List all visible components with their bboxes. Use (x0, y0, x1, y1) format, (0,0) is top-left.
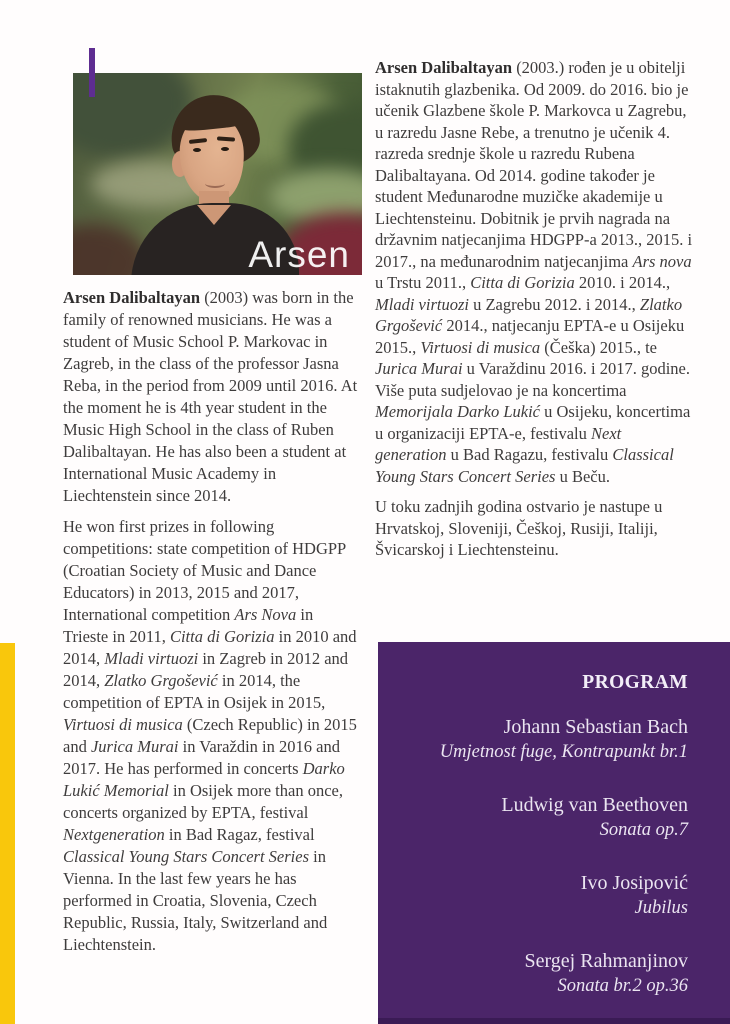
program-composer: Johann Sebastian Bach (503, 716, 688, 738)
portrait-eye (193, 148, 201, 152)
program-piece: Sonata op.7 (599, 820, 688, 840)
portrait-photo (73, 73, 362, 275)
bio-hr-paragraph-2: U toku zadnjih godina ostvario je nastupe u Hrvatskoj, Sloveniji, Češkoj, Rusiji, Italiji, Švicarskoj i Liechtensteinu. (375, 497, 663, 559)
program-item (396, 714, 688, 765)
portrait-mouth (205, 179, 225, 188)
bio-en-paragraph-1: Arsen Dalibaltayan (2003) was born in the family of renowned musicians. He was a student of Music School P. Markovac in Zagreb, in the class of the professor Jasna Reba, in the period from 2009 until 2016. At the moment he is 4th year student in the Music High School in the class of Ruben Dalibaltayan. He has also been a student at International Music Academy in Liechtenstein since 2014. (63, 288, 358, 505)
program-piece: Umjetnost fuge, Kontrapunkt br.1 (439, 742, 688, 762)
photo-caption: Arsen (248, 234, 350, 275)
bio-croatian-column (375, 57, 693, 570)
program-item (396, 948, 688, 999)
purple-accent-tick (89, 48, 95, 97)
program-item (396, 870, 688, 921)
program-title: PROGRAM (582, 672, 688, 693)
program-composer: Sergej Rahmanjinov (524, 950, 688, 972)
bio-english-column (63, 287, 358, 965)
program-composer: Ivo Josipović (580, 872, 688, 894)
yellow-accent-bar (0, 643, 15, 1024)
bio-en-paragraph-2: He won first prizes in following competitions: state competition of HDGPP (Croatian Society of Music and Dance Educators) in 2013, 2015 and 2017, International competition Ars Nova in Trieste in 2011, Citta di Gorizia in 2010 and 2014, Mladi virtuozi in Zagreb in 2012 and 2014, Zlatko Grgošević in 2014, the competition of EPTA in Osijek in 2015, Virtuosi di musica (Czech Republic) in 2015 and Jurica Murai in Varaždin in 2016 and 2017. He has performed in concerts Darko Lukić Memorial in Osijek more than once, concerts organized by EPTA, festival Nextgeneration in Bad Ragaz, festival Classical Young Stars Concert Series in Vienna. In the last few years he has performed in Croatia, Slovenia, Czech Republic, Russia, Italy, Switzerland and Liechtenstein. (63, 517, 357, 954)
program-item (396, 792, 688, 843)
portrait-eye (221, 147, 229, 151)
program-composer: Ludwig van Beethoven (501, 794, 688, 816)
bio-hr-paragraph-1: Arsen Dalibaltayan (2003.) rođen je u obitelji istaknutih glazbenika. Od 2009. do 2016. bio je učenik Glazbene škole P. Markovca u Zagrebu, u razredu Jasne Rebe, a trenutno je učenik 4. razreda srednje škole u razredu Rubena Dalibaltayana. Od 2014. godine također je student Međunarodne muzičke akademije u Liechtensteinu. Dobitnik je prvih nagrada na državnim natjecanjima HDGPP-a 2013., 2015. i 2017., na međunarodnim natjecanjima Ars nova u Trstu 2011., Citta di Gorizia 2010. i 2014., Mladi virtuozi u Zagrebu 2012. i 2014., Zlatko Grgošević 2014., natjecanju EPTA-e u Osijeku 2015., Virtuosi di musica (Češka) 2015., te Jurica Murai u Varaždinu 2016. i 2017. godine. Više puta sudjelovao je na koncertima Memorijala Darko Lukić u Osijeku, koncertima u organizaciji EPTA-e, festivalu Next generation u Bad Ragazu, festivalu Classical Young Stars Concert Series u Beču. (375, 58, 693, 486)
program-piece: Jubilus (634, 898, 688, 918)
program-panel (378, 642, 730, 1024)
program-piece: Sonata br.2 op.36 (557, 976, 688, 996)
